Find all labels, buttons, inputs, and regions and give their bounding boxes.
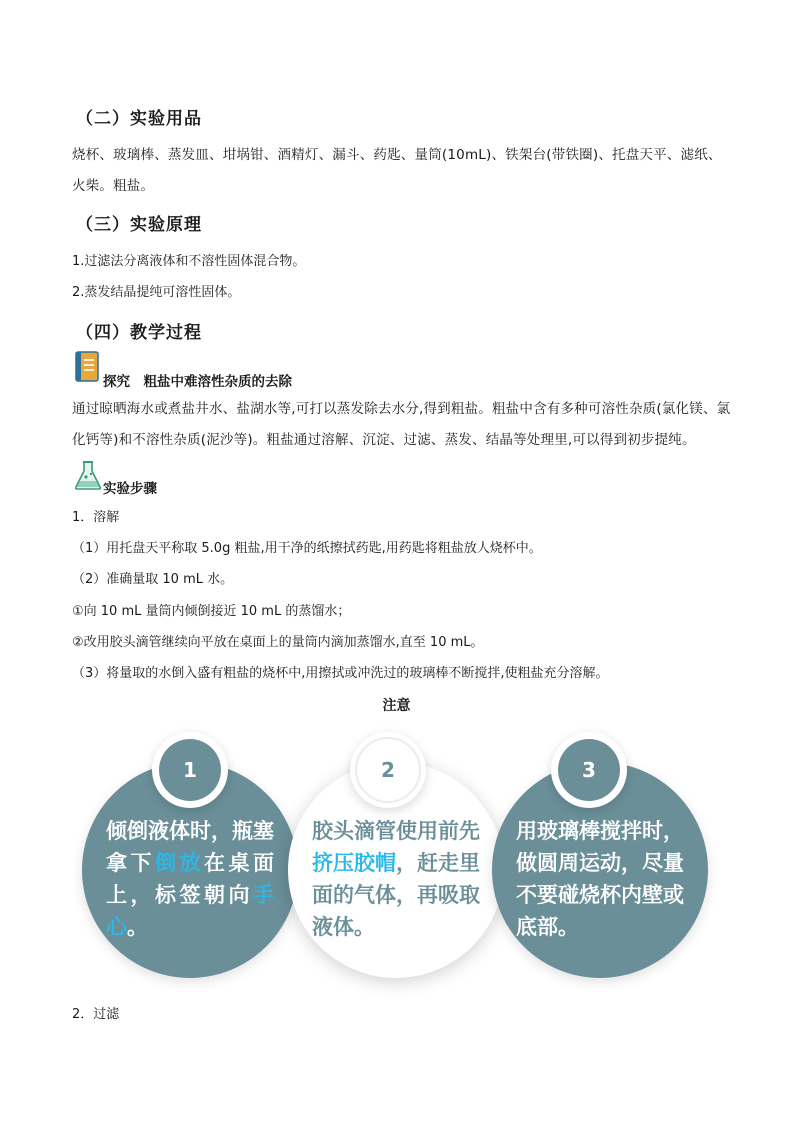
note-1-text: 倾倒液体时，瓶塞拿下倒放在桌面上，标签朝向手心。 [106,819,274,939]
step-2-title: 2．过滤 [72,1007,120,1022]
section-2-body: 烧杯、玻璃棒、蒸发皿、坩埚钳、酒精灯、漏斗、药匙、量筒(10mL)、铁架台(带铁圈)、托盘天平、滤纸、火柴。粗盐。 [72,147,722,194]
note-badge-2 [350,732,426,808]
principle-line-1: 1.过滤法分离液体和不溶性固体混合物。 [72,254,306,269]
note-number-1: 1 [159,739,221,801]
note-badge-3 [551,732,627,808]
note-3-text: 用玻璃棒搅拌时，做圆周运动，尽量不要碰烧杯内壁或底部。 [516,819,684,939]
step-line-5: （3）将量取的水倒入盛有粗盐的烧杯中,用擦拭或冲洗过的玻璃棒不断搅拌,使粗盐充分溶解。 [72,666,609,681]
step-line-4: ②改用胶头滴管继续向平放在桌面上的量筒内滴加蒸馏水,直至 10 mL。 [72,635,484,650]
notebook-icon [73,351,101,383]
step-line-2: （2）准确量取 10 mL 水。 [72,572,234,587]
note-number-2: 2 [355,737,421,803]
step-line-3: ①向 10 mL 量筒内倾倒接近 10 mL 的蒸馏水； [72,604,351,619]
notice-title: 注意 [382,698,411,714]
note-2-text: 胶头滴管使用前先挤压胶帽，赶走里面的气体，再吸取液体。 [312,819,480,939]
section-4-title: （四）教学过程 [76,323,202,343]
explore-label: 探究 粗盐中难溶性杂质的去除 [103,374,292,390]
section-3-title: （三）实验原理 [76,215,202,235]
steps-label: 实验步骤 [103,481,157,497]
explore-body: 通过晾晒海水或煮盐井水、盐湖水等,可打以蒸发除去水分,得到粗盐。粗盐中含有多种可溶性杂质(氯化镁、氯化钙等)和不溶性杂质(泥沙等)。粗盐通过溶解、沉淀、过滤、蒸发、结晶等处理里,可以得到初步提纯。 [72,401,731,448]
section-2-title: （二）实验用品 [76,109,202,129]
flask-icon [72,459,104,491]
step-1-title: 1．溶解 [72,510,120,525]
note-number-3: 3 [558,739,620,801]
principle-line-2: 2.蒸发结晶提纯可溶性固体。 [72,285,241,300]
step-line-1: （1）用托盘天平称取 5.0g 粗盐,用干净的纸擦拭药匙,用药匙将粗盐放人烧杯中。 [72,541,542,556]
note-badge-1 [152,732,228,808]
